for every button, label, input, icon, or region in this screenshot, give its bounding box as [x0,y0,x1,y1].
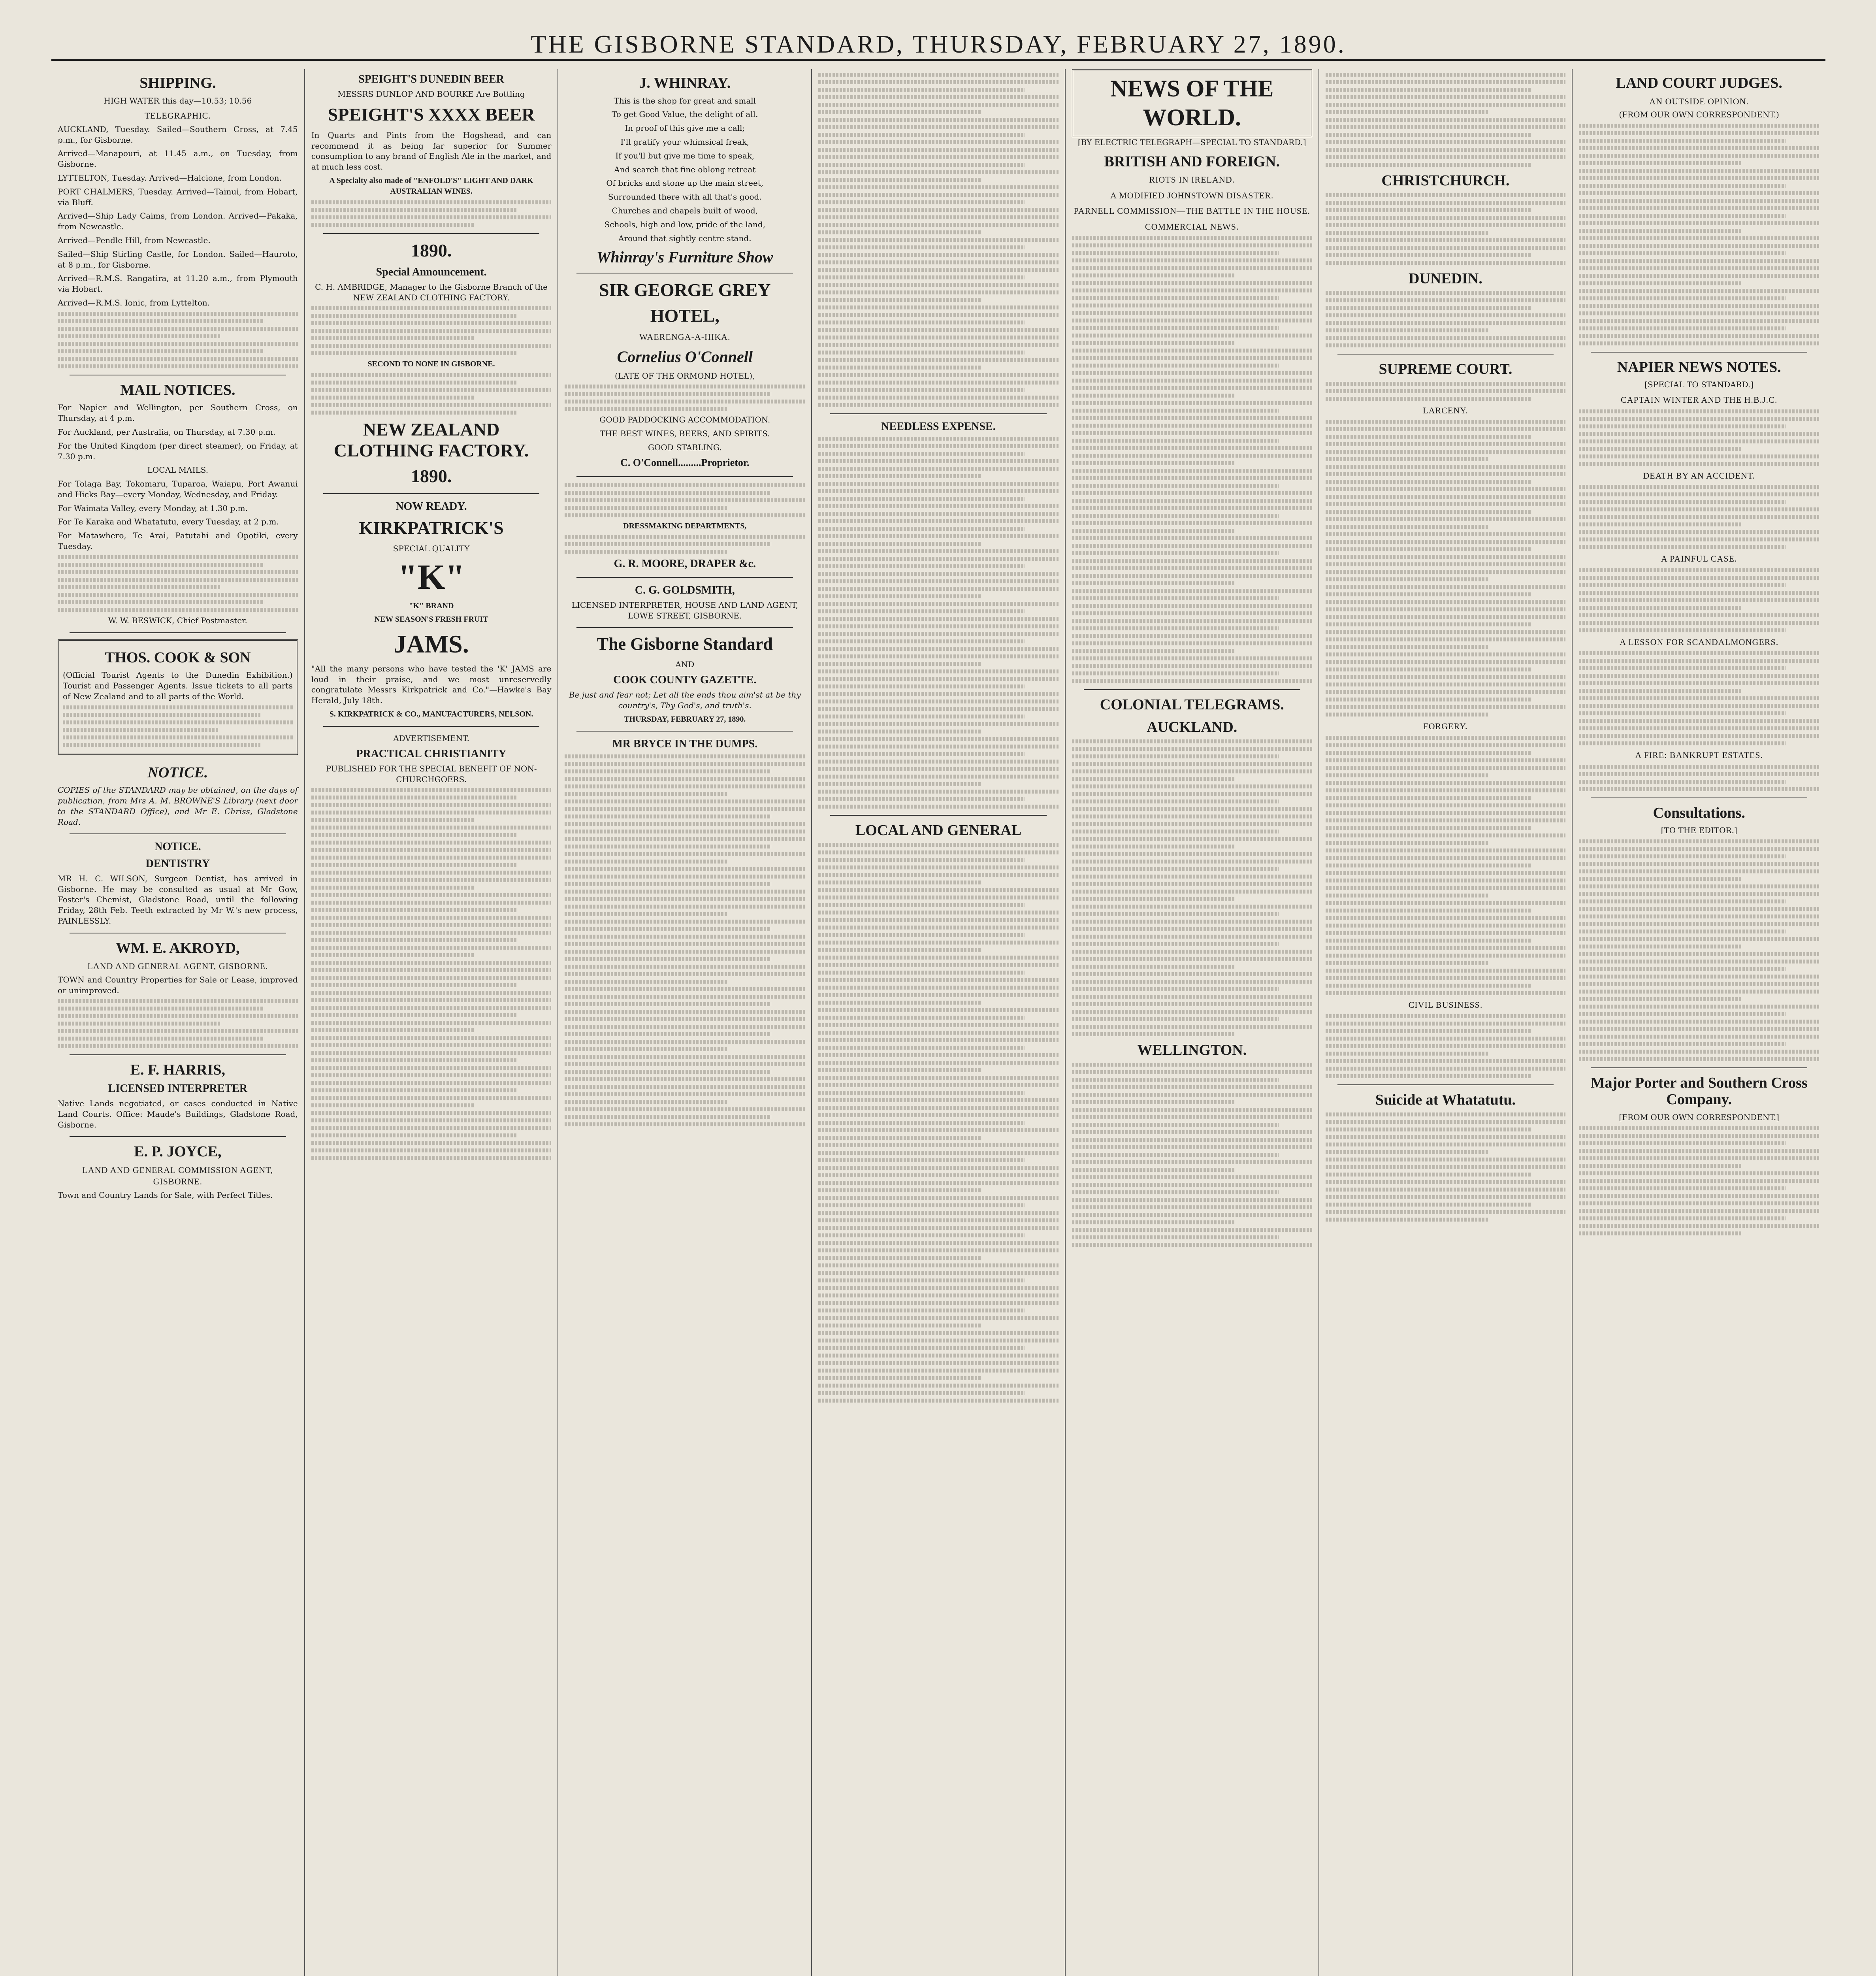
akroyd-title: WM. E. AKROYD, [116,939,240,956]
joyce-text: Town and Country Lands for Sale, with Perfect Titles. [58,1190,273,1200]
column-6 [1318,69,1572,1976]
kirkpatrick-brand: "K" BRAND [409,601,454,610]
whinray-title: J. WHINRAY. [639,75,731,91]
land-court-heading: LAND COURT JUDGES. [1616,75,1782,91]
speight-sub: MESSRS DUNLOP AND BOURKE Are Bottling [337,89,525,99]
shipping-item: Arrived—R.M.S. Rangatira, at 11.20 a.m., from Plymouth via Hobart. [58,273,298,294]
riots-heading: RIOTS IN IRELAND. [1149,175,1235,185]
harris-sub: LICENSED INTERPRETER [108,1082,248,1095]
harris-text: Native Lands negotiated, or cases conducted in Native Land Courts. Office: Maude's Buildings, Gladstone Road, Gisborne. [58,1099,298,1129]
column-3 [558,69,811,1976]
mail-item: For Matawhero, Te Arai, Patutahi and Opotiki, every Tuesday. [58,531,298,551]
shipping-item: Sailed—Ship Stirling Castle, for London. Sailed—Hauroto, at 8 p.m., for Gisborne. [58,249,298,270]
fire-heading: A FIRE: BANKRUPT ESTATES. [1635,750,1763,760]
commercial-heading: COMMERCIAL NEWS. [1145,221,1239,232]
shipping-item: Arrived—Manapouri, at 11.45 a.m., on Tuesday, from Gisborne. [58,149,298,169]
best-wines: THE BEST WINES, BEERS, AND SPIRITS. [600,429,770,439]
kirkpatrick-k: "K" [397,557,465,597]
wellington-heading: WELLINGTON. [1137,1042,1247,1059]
speight-title: SPEIGHT'S DUNEDIN BEER [358,73,504,85]
forgery-heading: FORGERY. [1423,721,1468,732]
napier-special: [SPECIAL TO STANDARD.] [1644,380,1754,390]
civil-business-heading: CIVIL BUSINESS. [1408,999,1483,1010]
goldsmith-title: C. G. GOLDSMITH, [635,584,735,596]
lead-article-title: MR BRYCE IN THE DUMPS. [612,738,758,750]
motto: Be just and fear not; Let all the ends thou aim'st at be thy country's, Thy God's, and truth's. [569,690,801,710]
kirkpatrick-text: "All the many persons who have tested the 'K' JAMS are loud in their praise, and we most unreservedly congratulate Messrs Kirkpatrick and Co."—Hawke's Bay Herald, July 18th. [311,664,552,705]
masthead: THE GISBORNE STANDARD, THURSDAY, FEBRUARY 27, 1890. [531,30,1346,58]
furniture-show: Whinray's Furniture Show [596,248,773,266]
standard-title: The Gisborne Standard [597,634,773,654]
dentistry-heading: DENTISTRY [145,857,210,870]
shipping-heading: SHIPPING. [139,75,216,91]
dressmaking: DRESSMAKING DEPARTMENTS, [623,521,747,530]
porter-heading: Major Porter and Southern Cross Company. [1590,1074,1808,1108]
gazette-title: COOK COUNTY GAZETTE. [613,673,757,686]
shipping-item: Arrived—Ship Lady Caims, from London. Arrived—Pakaka, from Newcastle. [58,211,298,232]
whinray-line: Of bricks and stone up the main street, [606,178,764,188]
postmaster-sign: W. W. BESWICK, Chief Postmaster. [108,615,247,625]
notice-heading-2: NOTICE. [154,841,201,853]
mail-item: LOCAL MAILS. [147,465,209,475]
whinray-line: If you'll but give me time to speak, [615,151,755,160]
suicide-heading: Suicide at Whatatutu. [1375,1092,1516,1109]
advertisement-label: ADVERTISEMENT. [393,733,469,743]
second-to-none: SECOND TO NONE IN GISBORNE. [367,360,495,369]
larceny-heading: LARCENY. [1423,405,1468,415]
now-ready: NOW READY. [396,500,467,513]
hotel-place: WAERENGA-A-HIKA. [639,332,731,342]
needless-expense-heading: NEEDLESS EXPENSE. [881,420,996,433]
standard-and: AND [675,659,695,669]
mail-item: For Te Karaka and Whatatutu, every Tuesday, at 2 p.m. [58,517,279,527]
auckland-heading: AUCKLAND. [1147,718,1237,735]
news-of-world-title: NEWS OF THE [1110,75,1274,102]
napier-news-heading: NAPIER NEWS NOTES. [1617,358,1781,375]
news-of-world-title-2: WORLD. [1143,104,1241,130]
akroyd-text: TOWN and Country Properties for Sale or Lease, improved or unimproved. [58,975,298,995]
moore-draper: G. R. MOORE, DRAPER &c. [614,558,756,570]
practical-christianity: PRACTICAL CHRISTIANITY [356,747,507,760]
shipping-item: PORT CHALMERS, Tuesday. Arrived—Tainui, from Hobart, via Bluff. [58,187,298,207]
kirkpatrick-season: NEW SEASON'S FRESH FRUIT [374,615,488,624]
kirkpatrick-sign: S. KIRKPATRICK & CO., MANUFACTURERS, NELSON. [329,710,533,719]
christchurch-heading: CHRISTCHURCH. [1381,172,1510,189]
whinray-line: Schools, high and low, pride of the land, [604,219,766,229]
goldsmith-sub: LICENSED INTERPRETER, HOUSE AND LAND AGENT, LOWE STREET, GISBORNE. [571,600,798,620]
shipping-item: Arrived—R.M.S. Ionic, from Lyttelton. [58,298,210,307]
year-heading: 1890. [411,240,452,260]
good-stabling: GOOD STABLING. [648,442,722,452]
speight-big: SPEIGHT'S XXXX BEER [328,104,535,124]
to-the-editor: [TO THE EDITOR.] [1661,826,1737,835]
mail-item: For Napier and Wellington, per Southern Cross, on Thursday, at 4 p.m. [58,403,298,423]
captain-winter-heading: CAPTAIN WINTER AND THE H.B.J.C. [1621,395,1778,405]
speight-ale: A Specialty also made of "ENFOLD'S" LIGHT AND DARK AUSTRALIAN WINES. [329,176,533,196]
column-4 [811,69,1065,1976]
column-2 [304,69,558,1976]
death-accident-heading: DEATH BY AN ACCIDENT. [1643,470,1755,481]
column-5 [1065,69,1318,1976]
speight-text: In Quarts and Pints from the Hogshead, and can recommend it as being far superior for Summer consumption to any brand of English Ale in the market, and at much less cost. [311,130,552,172]
year-heading-2: 1890. [411,466,452,486]
column-1 [51,69,304,1976]
column-7 [1572,69,1825,1976]
hotel-title: SIR GEORGE GREY [599,280,771,300]
whinray-line: In proof of this give me a call; [625,123,745,133]
whinray-line: Surrounded there with all that's good. [608,192,762,202]
whinray-line: Churches and chapels built of wood, [612,206,758,215]
special-announcement: Special Announcement. [376,266,487,278]
akroyd-sub: LAND AND GENERAL AGENT, GISBORNE. [87,961,268,971]
notice-heading: NOTICE. [147,764,208,781]
colonial-telegrams-heading: COLONIAL TELEGRAMS. [1100,696,1284,713]
shipping-item: LYTTELTON, Tuesday. Arrived—Halcione, from London. [58,173,282,183]
mail-item: For the United Kingdom (per direct steamer), on Friday, at 7.30 p.m. [58,441,298,461]
harris-title: E. F. HARRIS, [130,1062,226,1079]
kirkpatrick-special: SPECIAL QUALITY [393,543,470,553]
whinray-line: And search that fine oblong retreat [614,164,756,174]
hotel-title-2: HOTEL, [650,305,720,326]
mail-notices-heading: MAIL NOTICES. [120,381,235,398]
outside-opinion-heading: AN OUTSIDE OPINION. [1649,96,1749,106]
tides-line: HIGH WATER this day—10.53; 10.56 [104,96,252,106]
newspaper-columns [51,69,1825,1976]
cook-advert [58,639,298,755]
johnstown-heading: A MODIFIED JOHNSTOWN DISASTER. [1110,190,1274,200]
practical-sub: PUBLISHED FOR THE SPECIAL BENEFIT OF NON-CHURCHGOERS. [326,764,537,784]
shipping-item: Arrived—Pendle Hill, from Newcastle. [58,235,211,245]
mail-item: For Auckland, per Australia, on Thursday, at 7.30 p.m. [58,427,276,437]
notice-text: COPIES of the STANDARD may be obtained, on the days of publication, from Mrs A. M. BROWNE'S Library (next door to the STANDARD Office), and Mr E. Chriss, Gladstone Road. [58,785,298,827]
mail-item: For Tolaga Bay, Tokomaru, Tuparoa, Waiapu, Port Awanui and Hicks Bay—every Monday, Wednesday, and Friday. [58,479,298,499]
clothing-factory: NEW ZEALAND CLOTHING FACTORY. [333,419,529,461]
british-foreign-heading: BRITISH AND FOREIGN. [1104,153,1280,170]
ambridge-text: C. H. AMBRIDGE, Manager to the Gisborne Branch of the NEW ZEALAND CLOTHING FACTORY. [315,282,548,302]
painful-case-heading: A PAINFUL CASE. [1661,554,1737,564]
shipping-item: AUCKLAND, Tuesday. Sailed—Southern Cross, at 7.45 p.m., for Gisborne. [58,124,298,145]
supreme-court-heading: SUPREME COURT. [1379,361,1512,378]
paddocking: GOOD PADDOCKING ACCOMMODATION. [599,415,770,425]
consultations-heading: Consultations. [1653,804,1745,821]
joyce-sub: LAND AND GENERAL COMMISSION AGENT, GISBORNE. [82,1165,273,1187]
issue-date: THURSDAY, FEBRUARY 27, 1890. [624,715,746,724]
whinray-line: To get Good Value, the delight of all. [612,109,758,119]
porter-correspondent: [FROM OUR OWN CORRESPONDENT.] [1619,1112,1779,1122]
proprietor: C. O'Connell.........Proprietor. [620,456,750,468]
whinray-line: This is the shop for great and small [614,96,756,106]
electric-telegraph-note: [BY ELECTRIC TELEGRAPH—SPECIAL TO STANDARD.] [1077,138,1306,147]
kirkpatrick-jams: JAMS. [394,630,469,658]
own-correspondent: (FROM OUR OWN CORRESPONDENT.) [1619,110,1779,120]
joyce-title: E. P. JOYCE, [134,1143,222,1160]
cook-title: THOS. COOK & SON [105,649,251,666]
mail-item: For Waimata Valley, every Monday, at 1.30 p.m. [58,503,248,513]
masthead-rule [51,59,1825,61]
kirkpatrick-title: KIRKPATRICK'S [359,517,504,538]
local-general-heading: LOCAL AND GENERAL [855,822,1022,839]
cook-text: (Official Tourist Agents to the Dunedin Exhibition.) Tourist and Passenger Agents. Issue tickets to all parts of New Zealand and to all parts of the World. [63,670,293,701]
whinray-line: Around that sightly centre stand. [618,233,752,243]
dunedin-heading: DUNEDIN. [1409,270,1482,287]
news-of-world-box [1072,69,1312,137]
oconnell-sub: (LATE OF THE ORMOND HOTEL), [615,371,755,381]
scandalmongers-heading: A LESSON FOR SCANDALMONGERS. [1620,637,1779,647]
dentist-text: MR H. C. WILSON, Surgeon Dentist, has arrived in Gisborne. He may be consulted as usual at Mr Gow, Foster's Chemist, Gladstone Road, until the following Friday, 28th Feb. Teeth extracted by Mr W.'s new process, PAINLESSLY. [58,873,298,926]
whinray-line: I'll gratify your whimsical freak, [620,137,750,147]
parnell-heading: PARNELL COMMISSION—THE BATTLE IN THE HOUSE. [1074,206,1310,216]
telegraphic-heading: TELEGRAPHIC. [144,111,211,121]
oconnell-name: Cornelius O'Connell [617,347,753,366]
